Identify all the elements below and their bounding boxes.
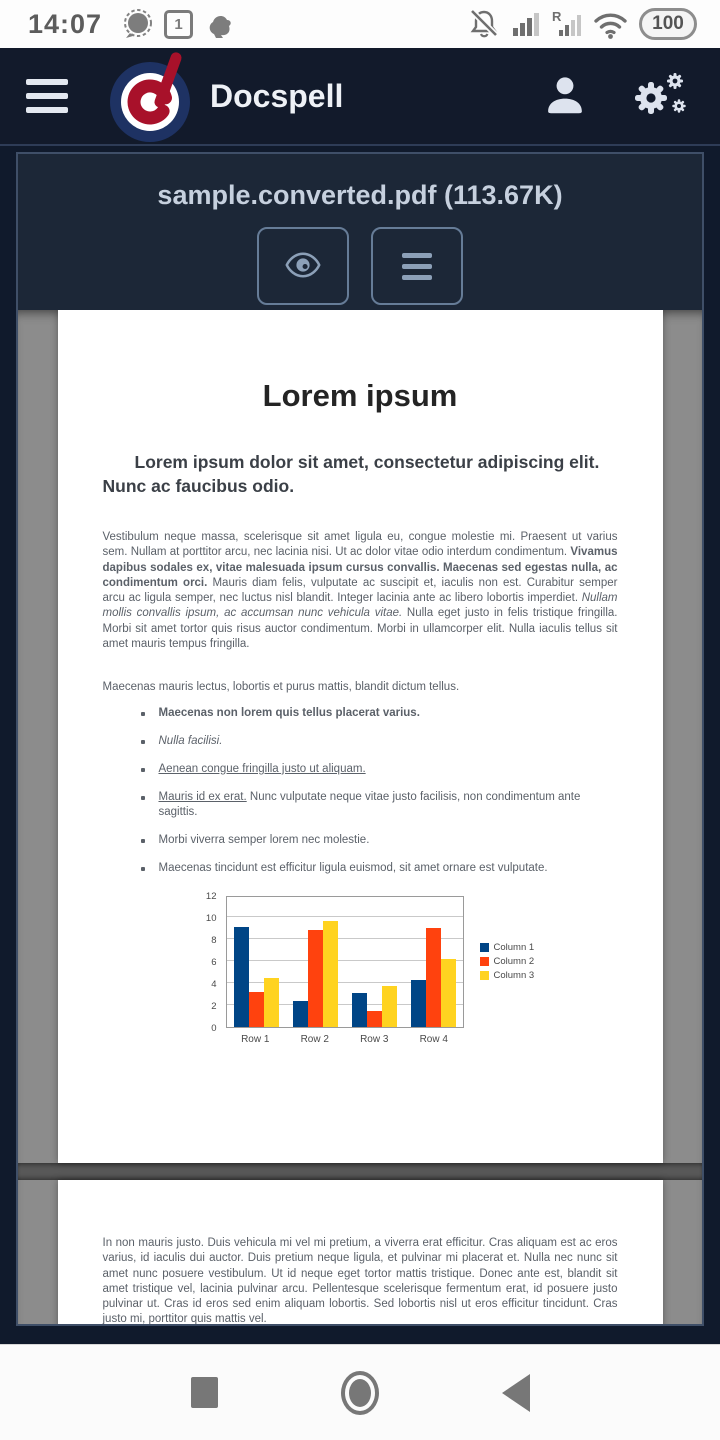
bar-group [345, 986, 404, 1027]
signal-sim2-icon [552, 9, 582, 39]
document-paragraph-2: Maecenas mauris lectus, lobortis et purus mattis, blandit dictum tellus. [102, 681, 460, 693]
bullet-item [133, 706, 598, 721]
y-tick-label: 0 [211, 1023, 217, 1034]
text-run: Maecenas non lorem quis tellus placerat varius. [158, 707, 420, 719]
text-run: Vestibulum neque massa, scelerisque sit amet ligula eu, congue molestie mi. Praesent ut varius sem. Nullam at porttitor arcu, nec lacinia nisi. Ut ac dolor vitae odio interdum condimentum. [102, 531, 618, 559]
bar [308, 930, 323, 1027]
legend-item: Column 2 [480, 956, 535, 967]
text-run: Nullam mollis convallis ipsum, ac accumsan nunc vehicula vitae. [102, 592, 618, 620]
text-run: Aenean congue fringilla justo ut aliquam. [158, 762, 366, 775]
attachment-header [18, 154, 702, 310]
bar [382, 986, 397, 1027]
bar-group [404, 928, 463, 1027]
x-tick-label: Row 4 [419, 1034, 448, 1045]
preview-button[interactable] [257, 227, 349, 305]
bar [352, 993, 367, 1027]
legend-item: Column 3 [480, 970, 535, 981]
pdf-page-1 [58, 310, 663, 1163]
x-tick-label: Row 3 [360, 1034, 389, 1045]
bullet-item [133, 762, 598, 777]
document-subtitle: Lorem ipsum dolor sit amet, consectetur adipiscing elit. Nunc ac faucibus odio. [102, 452, 600, 497]
clock: 14:07 [28, 8, 103, 39]
text-run: Mauris diam felis, vulputate ac suscipit et, iaculis non est. Curabitur semper arcu ac ligula semper, nec luctus nisl blandit. Integer lacinia ante ac libero lobortis imperdiet. [102, 576, 618, 605]
text-run: Morbi viverra semper lorem nec molestie. [158, 833, 370, 846]
home-button[interactable] [330, 1363, 390, 1423]
attachment-panel [16, 152, 704, 1326]
bar [293, 1001, 308, 1027]
document-bullet-list [133, 706, 598, 889]
y-tick-label: 8 [211, 935, 217, 946]
y-tick-label: 10 [205, 913, 217, 924]
x-tick-label: Row 2 [300, 1034, 329, 1045]
bell-muted-icon [467, 7, 502, 41]
bullet-item [133, 734, 598, 749]
bullet-item [133, 833, 598, 848]
back-button[interactable] [486, 1363, 546, 1423]
bar-group [227, 927, 286, 1027]
attachment-title: sample.converted.pdf (113.67K) [157, 180, 563, 210]
pdf-page-2 [58, 1180, 663, 1324]
eye-icon [285, 250, 321, 283]
home-circle-icon [341, 1371, 379, 1415]
text-run: Nunc vulputate neque vitae justo facilisis, non condimentum ante sagittis. [158, 790, 581, 818]
status-bar [0, 0, 720, 48]
bar [323, 921, 338, 1027]
app-bar [0, 48, 720, 146]
y-tick-label: 4 [211, 979, 217, 990]
bar [411, 980, 426, 1027]
signal-sim1-icon [512, 9, 542, 39]
document-paragraph-3: In non mauris justo. Duis vehicula mi vel mi pretium, a viverra erat efficitur. Cras aliquam est ac eros varius, id iaculis dui auctor. Duis pretium neque ligula, et pulvinar mi placerat et. Nulla nec nunc sit amet nunc posuere vestibulum. Ut id neque eget tortor mattis tristique. Donec ante est, blandit sit amet tristique vel, lacinia pulvinar arcu. Pellentesque scelerisque fermentum erat, id posuere justo pulvinar ut. Cras id eros sed enim aliquam lobortis. Sed lobortis nisl ut eros efficitur tincidunt. Cras justo mi, porttitor quis mattis vel. [102, 1237, 618, 1324]
app-title: Docspell [210, 77, 344, 114]
person-icon [542, 72, 588, 121]
bird-icon [203, 8, 235, 40]
text-run: Maecenas tincidunt est efficitur ligula euismod, sit amet ornare est vulputate. [158, 861, 548, 874]
recents-button[interactable] [174, 1363, 234, 1423]
bar [234, 927, 249, 1027]
user-button[interactable] [542, 72, 588, 121]
hamburger-menu-button[interactable] [26, 79, 68, 113]
page-separator [18, 1163, 702, 1180]
svg-text:R: R [552, 9, 562, 24]
bar [264, 978, 279, 1028]
text-run: Vivamus dapibus sodales ex, vitae malesuada ipsum cursus convallis. Maecenas sed egestas nulla, ac condimentum orci. [102, 546, 618, 589]
bar-group [286, 921, 345, 1027]
back-triangle-icon [502, 1374, 530, 1412]
attachment-menu-button[interactable] [371, 227, 463, 305]
settings-button[interactable] [632, 70, 688, 123]
bar [367, 1011, 382, 1028]
y-tick-label: 2 [211, 1001, 217, 1012]
android-nav-bar [0, 1344, 720, 1440]
bar-chart [196, 888, 556, 1066]
bar [441, 959, 456, 1027]
chat-bubble-icon [121, 8, 154, 41]
y-tick-label: 6 [211, 957, 217, 968]
y-tick-label: 12 [205, 891, 217, 902]
x-tick-label: Row 1 [241, 1034, 270, 1045]
recents-square-icon [191, 1377, 218, 1408]
text-run: Mauris id ex erat. [158, 790, 247, 803]
chart-y-axis [196, 891, 222, 1034]
text-run: Nulla facilisi. [158, 734, 223, 747]
chart-legend [480, 942, 535, 984]
pdf-viewer[interactable] [18, 310, 702, 1324]
menu-icon [402, 253, 432, 280]
bullet-item [133, 790, 598, 820]
bullet-item [133, 861, 598, 876]
gears-icon [632, 70, 688, 123]
bar [426, 928, 441, 1027]
bar [249, 992, 264, 1027]
document-paragraph-1 [103, 530, 618, 652]
chart-plot-area [226, 896, 464, 1028]
docspell-logo [108, 48, 192, 144]
calendar-day: 1 [174, 15, 183, 33]
text-run: Nulla eget justo in felis tristique fringilla. Morbi sit amet tortor quis risus auctor condimentum. Morbi in ullamcorper elit. Nulla iaculis tellus sit amet mauris tempus fringilla. [102, 607, 618, 650]
battery-icon [639, 8, 697, 40]
wifi-icon [592, 8, 629, 40]
legend-item: Column 1 [480, 942, 535, 953]
battery-level: 100 [652, 13, 684, 34]
document-title: Lorem ipsum [262, 378, 458, 413]
calendar-icon [164, 10, 193, 39]
chart-x-axis [226, 1034, 464, 1045]
